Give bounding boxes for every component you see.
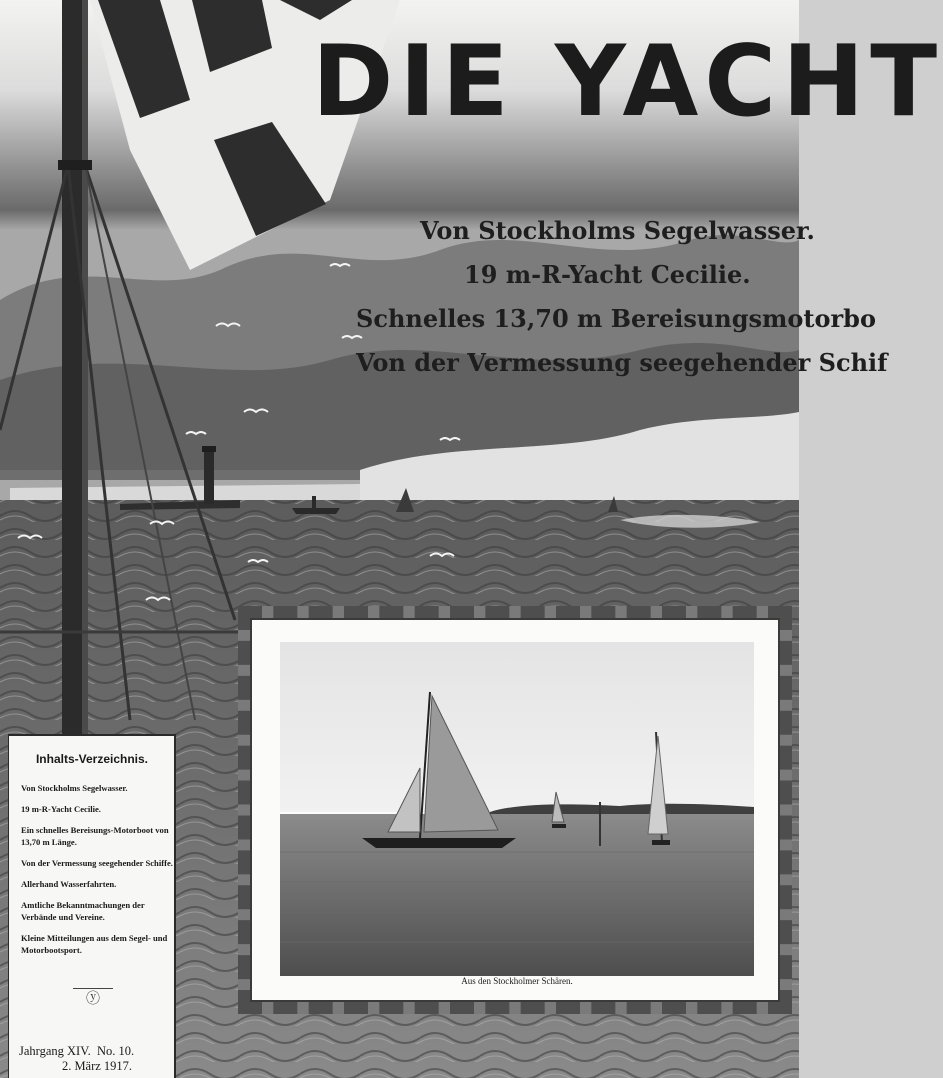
headline-3: Schnelles 13,70 m Bereisungsmotorbo bbox=[356, 304, 876, 333]
toc-item: Von Stockholms Segelwasser. bbox=[21, 783, 128, 793]
toc-item: Kleine Mitteilungen aus dem Segel- und Motorbootsport. bbox=[21, 933, 168, 955]
toc-item: Amtliche Bekanntmachungen der Verbände und Vereine. bbox=[21, 900, 145, 922]
volume-label: Jahrgang XIV. bbox=[19, 1044, 91, 1058]
publisher-emblem-icon: ⓨ bbox=[73, 988, 113, 1009]
headline-1: Von Stockholms Segelwasser. bbox=[420, 216, 815, 245]
table-of-contents bbox=[8, 734, 176, 1078]
toc-title: Inhalts-Verzeichnis. bbox=[35, 752, 149, 766]
cover-headlines bbox=[300, 208, 888, 388]
photo-caption: Aus den Stockholmer Schären. bbox=[461, 976, 573, 986]
issue-info bbox=[19, 1044, 175, 1074]
headline-4: Von der Vermessung seegehender Schif bbox=[356, 348, 888, 377]
issue-date: 2. März 1917. bbox=[61, 1059, 133, 1073]
issue-number: No. 10. bbox=[97, 1044, 135, 1058]
sailing-photo bbox=[280, 642, 754, 976]
toc-list bbox=[21, 782, 173, 965]
headline-2: 19 m-R-Yacht Cecilie. bbox=[464, 260, 751, 289]
toc-item: Von der Vermessung seegehender Schiffe. bbox=[21, 858, 173, 868]
magazine-title: DIE YACHT bbox=[312, 25, 943, 139]
toc-item: Allerhand Wasserfahrten. bbox=[21, 879, 117, 889]
toc-item: Ein schnelles Bereisungs-Motorboot von 13,70 m Länge. bbox=[21, 825, 169, 847]
toc-item: 19 m-R-Yacht Cecilie. bbox=[21, 804, 101, 814]
